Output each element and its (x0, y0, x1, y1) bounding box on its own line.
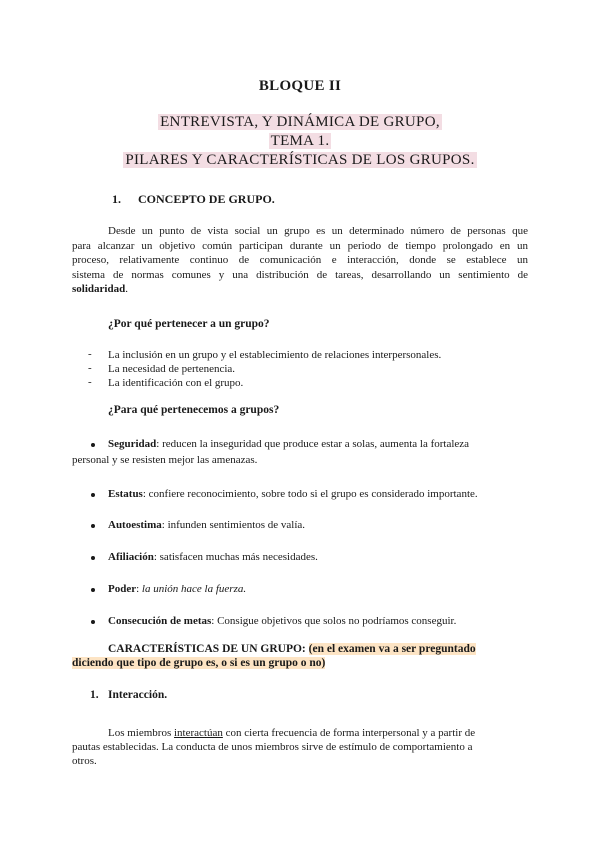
section-1-heading: CONCEPTO DE GRUPO. (138, 192, 275, 206)
dash-marker: - (88, 376, 92, 388)
power-item (108, 582, 246, 596)
bullet-dot (91, 493, 95, 497)
block-heading-text: BLOQUE II (258, 78, 342, 94)
solidarity-term: solidaridad (72, 283, 126, 295)
affiliation-term: Afiliación (108, 551, 154, 563)
goals-term: Consecución de metas (108, 615, 212, 627)
power-italic-text: la unión hace la fuerza. (141, 583, 247, 595)
bullet-dot (91, 556, 95, 560)
title-line-2 (0, 133, 600, 150)
why-belong-item-2: La necesidad de pertenencia. (108, 363, 236, 375)
interaction-line-2: pautas establecidas. La conducta de unos miembros sirve de estímulo de comportamiento a (72, 741, 473, 753)
concept-line-4: sistema de normas comunes y una distribución de tareas, desarrollando un sentimiento de (72, 268, 528, 281)
title-line-1 (0, 114, 600, 131)
title-line-1-text: ENTREVISTA, Y DINÁMICA DE GRUPO, (160, 114, 440, 130)
title-line-2-text: TEMA 1. (270, 133, 330, 149)
why-belong-item-3: La identificación con el grupo. (108, 377, 244, 389)
security-text-1: : reducen la inseguridad que produce estar a solas, aumenta la fortaleza (156, 438, 470, 450)
concept-line-3: proceso, relativamente continuo de comunicación e interacción, donde se establece un (72, 254, 528, 266)
interaction-line-1-end: con cierta frecuencia de forma interpersonal y a partir de (222, 727, 476, 739)
affiliation-text: : satisfacen muchas más necesidades. (153, 551, 318, 563)
status-term: Estatus (108, 488, 143, 500)
characteristics-line-2 (72, 657, 325, 669)
affiliation-item (108, 550, 318, 564)
goals-text: : Consigue objetivos que solos no podríamos conseguir. (211, 615, 457, 627)
concept-paragraph (72, 224, 528, 297)
bullet-dot (91, 524, 95, 528)
concept-line-2: para alcanzar un objetivo común participan durante un periodo de tiempo prolongado en un (72, 239, 528, 252)
what-for-question: ¿Para qué pertenecemos a grupos? (108, 404, 280, 416)
bullet-dot (91, 588, 95, 592)
power-term: Poder (108, 583, 137, 595)
why-belong-question: ¿Por qué pertenecer a un grupo? (108, 318, 270, 330)
section-1-number: 1. (112, 192, 121, 206)
interaction-heading: Interacción. (108, 689, 168, 701)
status-text: : confiere reconocimiento, sobre todo si el grupo es considerado importante. (142, 488, 478, 500)
goals-item (108, 614, 456, 628)
characteristics-note-2: diciendo que tipo de grupo es, o si es un grupo o no) (72, 657, 326, 669)
status-item (108, 487, 478, 501)
interaction-line-1 (72, 726, 528, 740)
block-heading (0, 78, 600, 95)
security-line-1 (108, 437, 469, 451)
dash-marker: - (88, 362, 92, 374)
concept-line-5-end: . (125, 283, 128, 295)
interaction-paragraph (72, 726, 528, 768)
security-term: Seguridad (108, 438, 157, 450)
bullet-dot (91, 620, 95, 624)
power-text: : (136, 583, 142, 595)
security-line-2: personal y se resisten mejor las amenazas. (72, 454, 258, 466)
concept-line-5 (72, 282, 528, 297)
self-esteem-text: : infunden sentimientos de valía. (161, 519, 306, 531)
bullet-dot (91, 443, 95, 447)
interaction-line-3: otros. (72, 755, 97, 767)
why-belong-item-1: La inclusión en un grupo y el establecimiento de relaciones interpersonales. (108, 349, 442, 361)
title-line-3 (0, 152, 600, 169)
characteristics-line-1 (108, 643, 476, 655)
title-line-3-text: PILARES Y CARACTERÍSTICAS DE LOS GRUPOS. (125, 152, 475, 168)
dash-marker: - (88, 348, 92, 360)
interaction-line-1-start: Los miembros (108, 727, 174, 739)
characteristics-heading: CARACTERÍSTICAS DE UN GRUPO: (108, 643, 306, 655)
self-esteem-term: Autoestima (108, 519, 162, 531)
self-esteem-item (108, 518, 305, 532)
concept-line-1: Desde un punto de vista social un grupo es un determinado número de personas que (108, 225, 528, 237)
characteristics-note-1: (en el examen va a ser preguntado (308, 643, 476, 655)
interaction-underlined: interactúan (174, 727, 223, 739)
interaction-number: 1. (90, 689, 99, 701)
